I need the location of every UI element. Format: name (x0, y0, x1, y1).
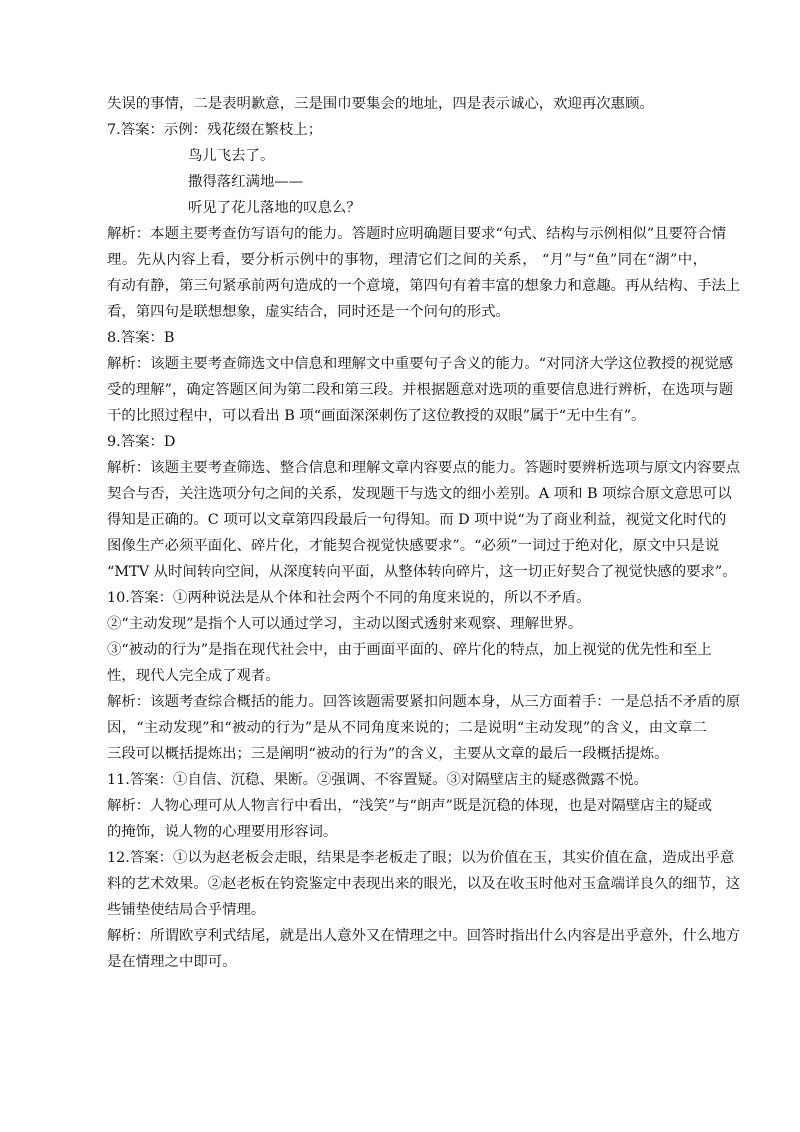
text-line: “MTV 从时间转向空间，从深度转向平面，从整体转向碎片，这一切正好契合了视觉快感的要求”。 (107, 564, 737, 580)
text-line: 有动有静，第三句紧承前两句造成的一个意境，第四句有着丰富的想象力和意趣。再从结构、手法上 (107, 278, 741, 294)
text-line: 解析：本题主要考查仿写语句的能力。答题时应明确题目要求“句式、结构与示例相似”且要符合情 (107, 226, 727, 242)
text-line: 解析：人物心理可从人物言行中看出，“浅笑”与“朗声”既是沉稳的体现，也是对隔壁店主的疑或 (107, 798, 713, 814)
text-line: 些铺垫使结局合乎情理。 (107, 902, 266, 918)
q7-analysis (107, 221, 741, 325)
text-line: 因，“主动发现”和“被动的行为”是从不同角度来说的；二是说明“主动发现”的含义，由文章二 (107, 720, 707, 736)
text-line: 解析：该题考查综合概括的能力。回答该题需要紧扣问题本身，从三方面着手：一是总括不矛盾的原 (107, 694, 741, 710)
q10-answer (107, 585, 707, 611)
answer-heading: 9.答案：D (107, 434, 176, 450)
poem-line: 听见了花儿落地的叹息么？ (188, 200, 361, 216)
text-line: 三段可以概括提炼出；三是阐明“被动的行为”的含义，主要从文章的最后一段概括提炼。 (107, 746, 669, 762)
text-line: 解析：该题主要考查筛选文中信息和理解文中重要句子含义的能力。“对同济大学这位教授的视觉感 (107, 356, 734, 372)
text-line: 受的理解”，确定答题区间为第二段和第三段。并根据题意对选项的重要信息进行辨析，在选项与题 (107, 382, 734, 398)
answer-heading: 7.答案：示例：残花缀在繁枝上； (107, 122, 323, 138)
q9-answer (107, 429, 707, 455)
text-line: 解析：该题主要考查筛选、整合信息和理解文章内容要点的能力。答题时要辨析选项与原文内容要点 (107, 460, 741, 476)
q12-analysis (107, 923, 741, 975)
text-line: 契合与否，关注选项分句之间的关系，发现题干与选文的细小差别。A 项和 B 项综合原文意思可以 (107, 486, 732, 502)
text-line: 性，现代人完全成了观者。 (107, 668, 280, 684)
text-line: ②“主动发现”是指个人可以通过学习，主动以图式透射来观察、理解世界。 (107, 616, 583, 632)
text-line: 的掩饰，说人物的心理要用形容词。 (107, 824, 338, 840)
q7-answer (107, 117, 707, 143)
q12-answer (107, 845, 741, 923)
text-line: ③“被动的行为”是指在现代社会中，由于画面平面的、碎片化的特点，加上视觉的优先性和至上 (107, 642, 712, 658)
q11-analysis (107, 793, 713, 845)
q10-analysis (107, 689, 741, 767)
q10-point-3 (107, 637, 712, 689)
continuation-paragraph (107, 91, 707, 117)
q8-analysis (107, 351, 734, 429)
answer-heading: 8.答案：B (107, 330, 175, 346)
text-line: 失误的事情，二是表明歉意，三是围巾要集会的地址，四是表示诚心，欢迎再次惠顾。 (107, 96, 654, 112)
answer-heading: 12.答案：①以为赵老板会走眼，结果是李老板走了眼；以为价值在玉，其实价值在盒，造成出乎意 (107, 850, 735, 866)
poem-line: 撒得落红满地—— (188, 174, 304, 190)
q10-point-2 (107, 611, 707, 637)
text-line: 料的艺术效果。②赵老板在钧瓷鉴定中表现出来的眼光，以及在收玉时他对玉盒端详良久的细节，这 (107, 876, 741, 892)
text-line: 理。先从内容上看，要分析示例中的事物，理清它们之间的关系， “月”与“鱼”同在“湖”中， (107, 252, 708, 268)
q9-analysis (107, 455, 741, 585)
q8-answer (107, 325, 707, 351)
poem-line: 鸟儿飞去了。 (188, 148, 275, 164)
q7-poem (107, 143, 707, 221)
q11-answer (107, 767, 707, 793)
text-line: 看，第四句是联想想象，虚实结合，同时还是一个问句的形式。 (107, 304, 510, 320)
text-line: 解析：所谓欧亨利式结尾，就是出人意外又在情理之中。回答时指出什么内容是出乎意外，什么地方 (107, 928, 741, 944)
text-line: 是在情理之中即可。 (107, 954, 237, 970)
text-line: 图像生产必须平面化、碎片化，才能契合视觉快感要求”。“必须”一词过于绝对化，原文中只是说 (107, 538, 720, 554)
text-line: 干的比照过程中，可以看出 B 项“画面深深刺伤了这位教授的双眼”属于“无中生有”。 (107, 408, 646, 424)
answer-heading: 11.答案：①自信、沉稳、果断。②强调、不容置疑。③对隔壁店主的疑惑微露不悦。 (107, 772, 648, 788)
document-body (107, 91, 741, 975)
text-line: 得知是正确的。C 项可以文章第四段最后一句得知。而 D 项中说“为了商业利益，视觉文化时代的 (107, 512, 727, 528)
answer-heading: 10.答案：①两种说法是从个体和社会两个不同的角度来说的，所以不矛盾。 (107, 590, 591, 606)
